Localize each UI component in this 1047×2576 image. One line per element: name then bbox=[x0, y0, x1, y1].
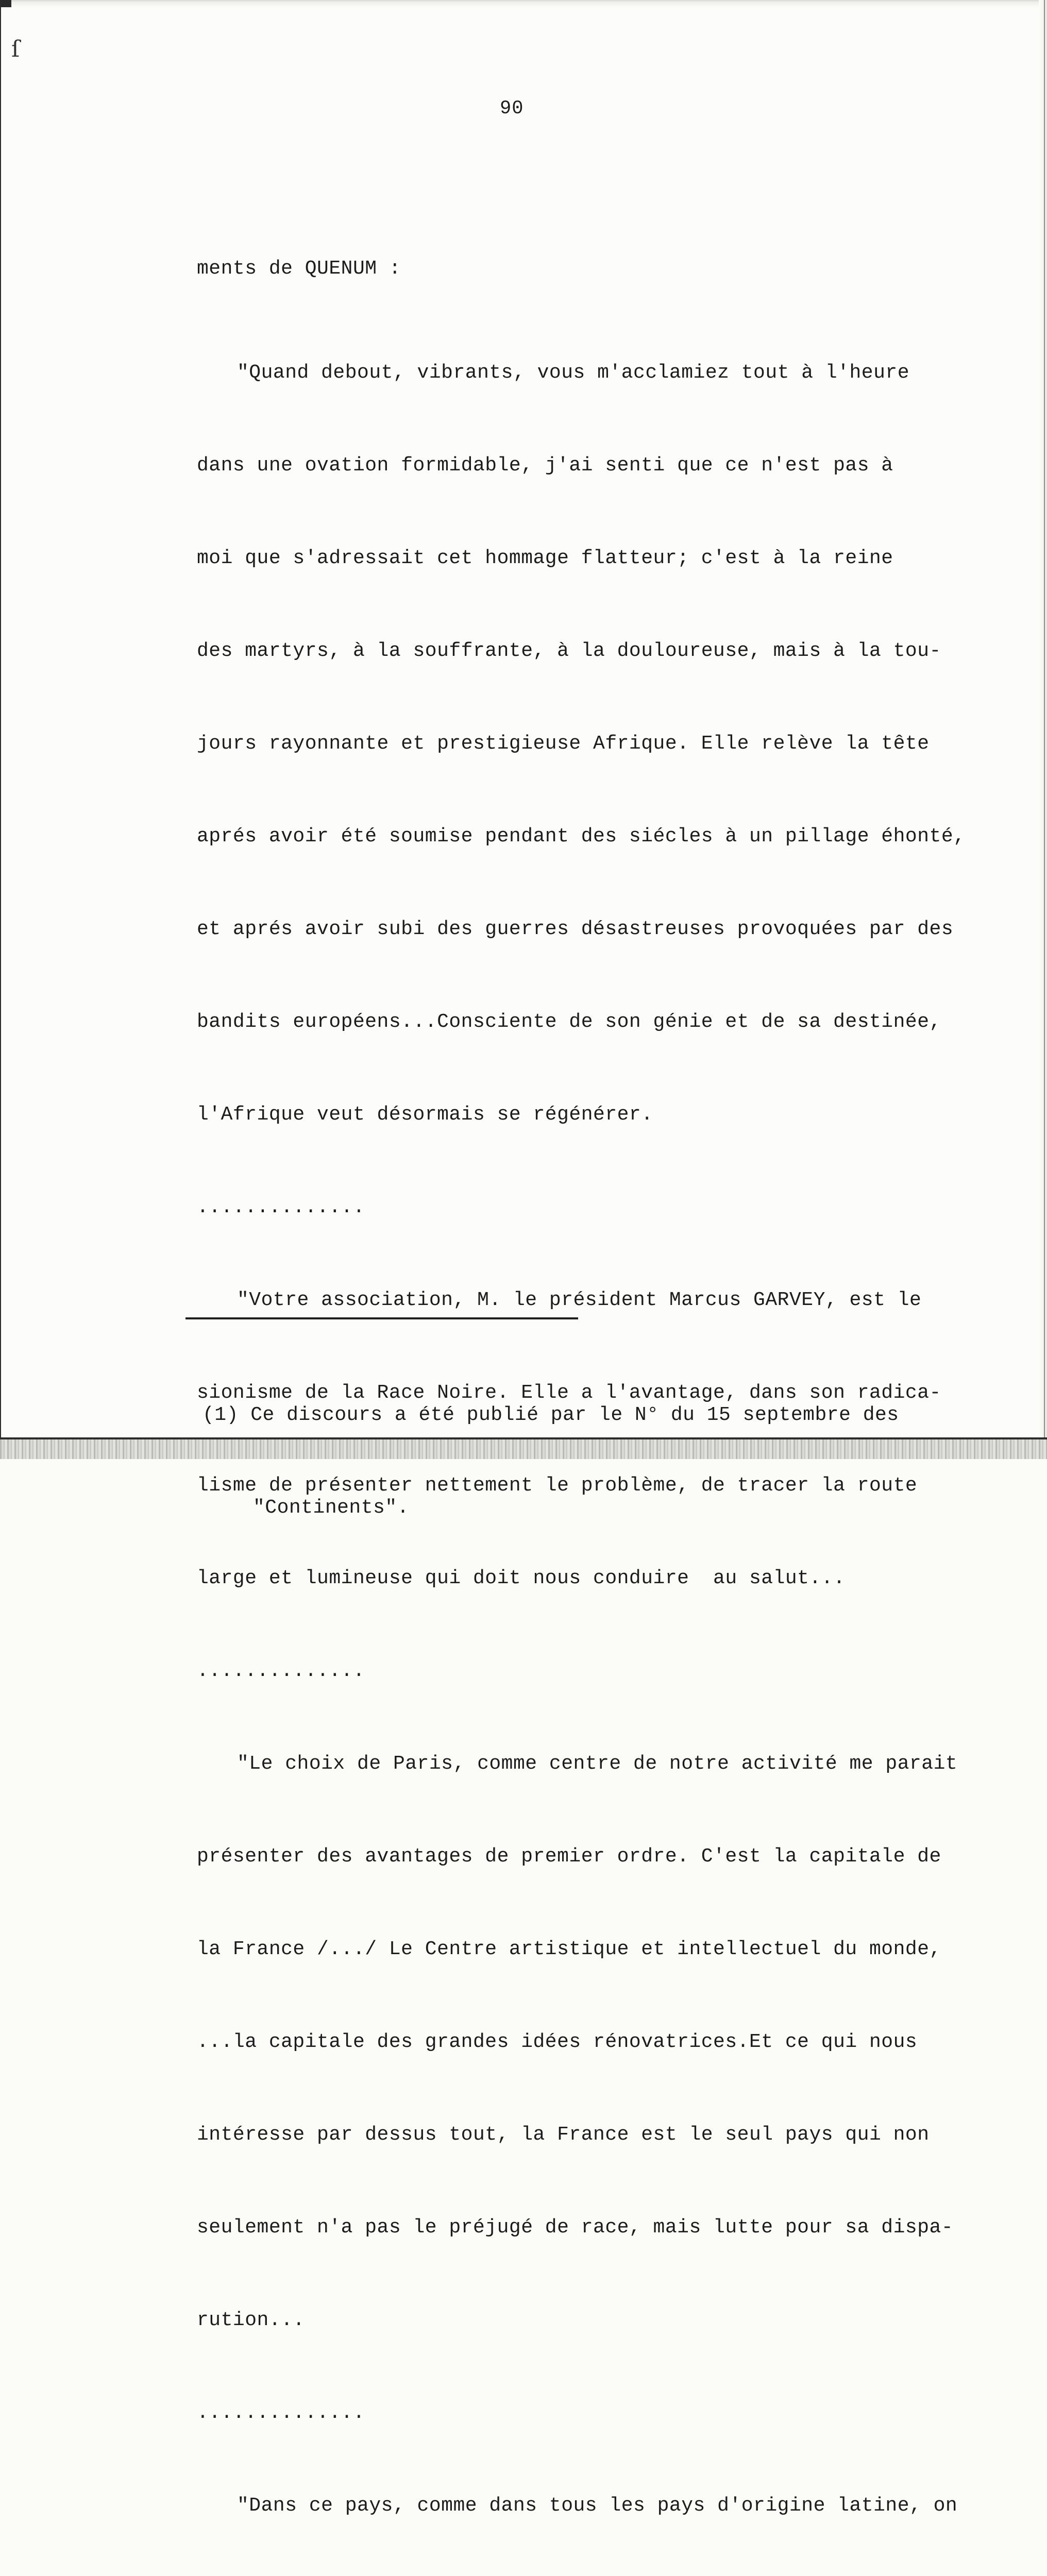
text-line: ments de QUENUM : bbox=[197, 258, 401, 280]
text-line: large et lumineuse qui doit nous conduire au salut... bbox=[197, 1567, 846, 1589]
footnote bbox=[202, 1338, 1001, 1585]
text-line: "Quand debout, vibrants, vous m'acclamiez tout à l'heure bbox=[237, 362, 910, 384]
text-line: ...la capitale des grandes idées rénovatrices.Et ce qui nous bbox=[197, 2031, 918, 2053]
text-line: "Le choix de Paris, comme centre de notre activité me parait bbox=[237, 1753, 958, 1775]
footnote-rule bbox=[185, 1317, 578, 1319]
text-line: et aprés avoir subi des guerres désastreuses provoquées par des bbox=[197, 918, 954, 940]
scan-edge-left bbox=[0, 0, 1, 1459]
ellipsis-separator: .............. bbox=[197, 1660, 365, 1682]
ellipsis-separator: .............. bbox=[197, 1196, 365, 1218]
text-line: sionisme de la Race Noire. Elle a l'avantage, dans son radica- bbox=[197, 1382, 941, 1404]
stray-pen-mark: ſ bbox=[11, 36, 20, 62]
scan-edge-right-line bbox=[1044, 0, 1045, 1448]
text-line: "Dans ce pays, comme dans tous les pays d'origine latine, on bbox=[237, 2495, 958, 2517]
text-line: la France /.../ Le Centre artistique et intellectuel du monde, bbox=[197, 1938, 941, 1960]
ellipsis-separator: .............. bbox=[197, 2402, 365, 2424]
scan-edge-right bbox=[1039, 0, 1047, 1459]
text-line: lisme de présenter nettement le problème, de tracer la route bbox=[197, 1475, 918, 1497]
text-line: l'Afrique veut désormais se régénérer. bbox=[197, 1104, 653, 1126]
scan-edge-top bbox=[0, 0, 1047, 7]
text-line: des martyrs, à la souffrante, à la douloureuse, mais à la tou- bbox=[197, 640, 941, 662]
text-line: intéresse par dessus tout, la France est le seul pays qui non bbox=[197, 2124, 930, 2146]
text-line: jours rayonnante et prestigieuse Afrique. Elle relève la tête bbox=[197, 733, 930, 755]
text-line: présenter des avantages de premier ordre. C'est la capitale de bbox=[197, 1845, 941, 1868]
text-line: seulement n'a pas le préjugé de race, mais lutte pour sa dispa- bbox=[197, 2216, 954, 2239]
text-line: "Votre association, M. le président Marcus GARVEY, est le bbox=[237, 1289, 922, 1311]
text-line: dans une ovation formidable, j'ai senti que ce n'est pas à bbox=[197, 454, 893, 477]
text-line: moi que s'adressait cet hommage flatteur; c'est à la reine bbox=[197, 547, 893, 569]
page-number: 90 bbox=[500, 98, 524, 120]
footnote-line: "Continents". bbox=[253, 1497, 409, 1519]
footnote-line: (1) Ce discours a été publié par le N° du 15 septembre des bbox=[202, 1404, 899, 1426]
text-line: rution... bbox=[197, 2309, 305, 2331]
text-line: bandits européens...Consciente de son génie et de sa destinée, bbox=[197, 1011, 941, 1033]
text-line: aprés avoir été soumise pendant des siécles à un pillage éhonté, bbox=[197, 825, 966, 848]
scan-mark bbox=[0, 0, 11, 7]
